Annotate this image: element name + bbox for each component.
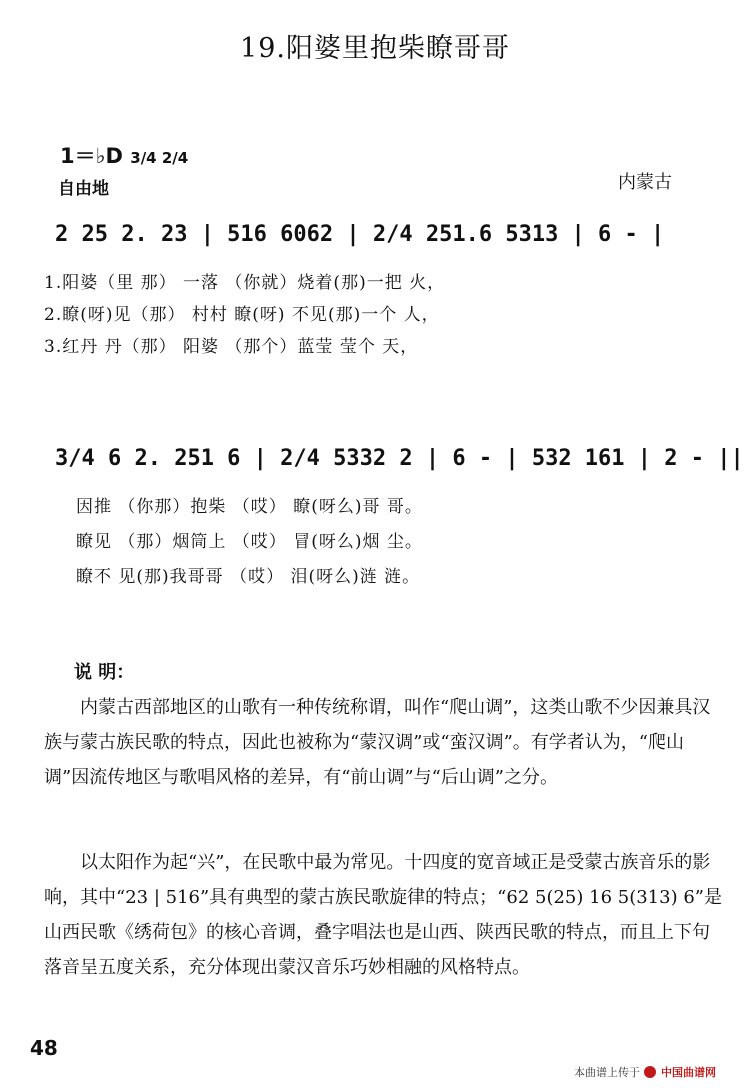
notes-paragraph-2: 以太阳作为起“兴”，在民歌中最为常见。十四度的宽音域正是受蒙古族音乐的影响，其中“23 | 516”具有典型的蒙古族民歌旋律的特点；“62 5(25) 16 5(313) 6”是山西民歌《绣荷包》的核心音调，叠字唱法也是山西、陕西民歌的特点，而且上下句落音呈五度关系，充分体现出蒙汉音乐巧妙相融的风格特点。 — [44, 852, 722, 978]
footer-watermark — [574, 1064, 716, 1080]
tempo-marking: 自由地 — [58, 179, 109, 199]
lyric-verse-2-line-2: 瞭见 （那）烟筒上 （哎） 冒(呀么)烟 尘。 — [76, 532, 423, 552]
notes-paragraph-1: 内蒙古西部地区的山歌有一种传统称谓，叫作“爬山调”，这类山歌不少因兼具汉族与蒙古族民歌的特点，因此也被称为“蒙汉调”或“蛮汉调”。有学者认为，“爬山调”因流传地区与歌唱风格的差异，有“前山调”与“后山调”之分。 — [44, 697, 711, 788]
lyric-verse-1-line-1: 1.阳婆（里 那） 一落 （你就）烧着(那)一把 火， — [44, 273, 446, 293]
time-signature: 3/4 2/4 — [130, 149, 189, 167]
region-label: 内蒙古 — [618, 172, 672, 193]
lyric-verse-1-line-2: 因推 （你那）抱柴 （哎） 瞭(呀么)哥 哥。 — [76, 497, 423, 517]
lyric-verse-2-line-1: 2.瞭(呀)见（那） 村村 瞭(呀) 不见(那)一个 人， — [44, 305, 440, 325]
score-line-1: 2 25 2. 23 | 516 6062 | 2/4 251.6 5313 | 6 - | — [55, 222, 665, 247]
page-number: 48 — [30, 1036, 58, 1060]
key-signature: 1＝♭D — [60, 144, 123, 168]
score-header — [60, 140, 188, 170]
score-line-2: 3/4 6 2. 251 6 | 2/4 5332 2 | 6 - | 532 161 | 2 - || — [55, 446, 744, 471]
notes-heading: 说 明： — [74, 662, 135, 683]
lyric-verse-3-line-1: 3.红丹 丹（那） 阳婆 （那个）蓝莹 莹个 天， — [44, 337, 419, 357]
footer-text: 本曲谱上传于 — [574, 1066, 640, 1079]
page-title: 19.阳婆里抱柴瞭哥哥 — [240, 33, 510, 64]
footer-brand: 中国曲谱网 — [661, 1066, 716, 1079]
site-logo-icon — [644, 1066, 656, 1078]
lyric-verse-3-line-2: 瞭不 见(那)我哥哥 （哎） 泪(呀么)涟 涟。 — [76, 567, 421, 587]
